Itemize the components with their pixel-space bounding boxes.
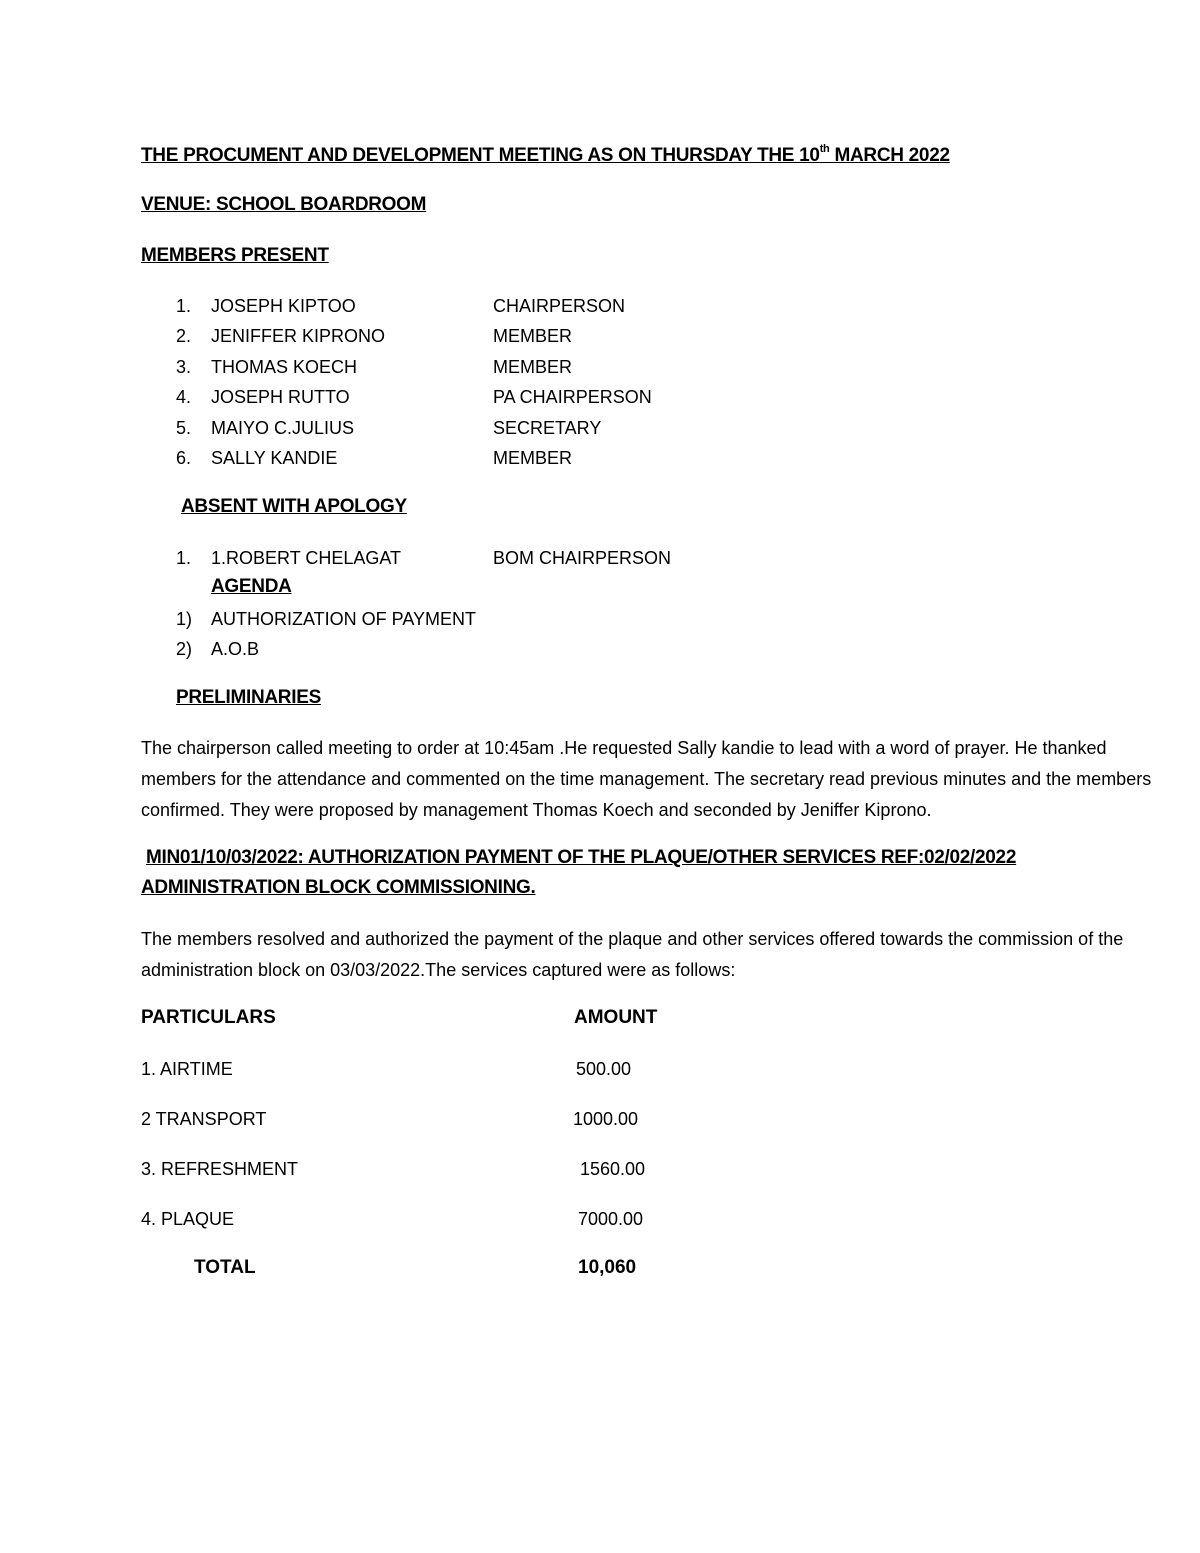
member-role: PA CHAIRPERSON <box>493 387 652 407</box>
table-cell-amount: 1560.00 <box>580 1159 646 1179</box>
list-number: 1) <box>176 609 193 629</box>
table-header-amount: AMOUNT <box>574 1007 658 1028</box>
member-name: JENIFFER KIPRONO <box>211 326 386 346</box>
title-suffix: MARCH 2022 <box>829 145 950 166</box>
preliminaries-heading: PRELIMINARIES <box>176 687 321 708</box>
list-number: 4. <box>176 387 192 407</box>
table-total-value: 10,060 <box>578 1257 637 1278</box>
list-number: 1. <box>176 548 192 568</box>
members-present-heading: MEMBERS PRESENT <box>141 245 329 266</box>
title-text: THE PROCUMENT AND DEVELOPMENT MEETING AS ON THURSDAY THE 10 <box>141 145 820 166</box>
member-name: MAIYO C.JULIUS <box>211 418 355 438</box>
table-cell-amount: 500.00 <box>576 1059 632 1079</box>
venue-heading: VENUE: SCHOOL BOARDROOM <box>141 194 427 215</box>
member-role: CHAIRPERSON <box>493 296 626 316</box>
list-number: 2. <box>176 326 192 346</box>
member-name: SALLY KANDIE <box>211 448 338 468</box>
page-title <box>141 142 950 167</box>
table-cell-particular: 3. REFRESHMENT <box>141 1159 299 1179</box>
list-number: 2) <box>176 639 193 659</box>
member-name: JOSEPH KIPTOO <box>211 296 356 316</box>
member-role: MEMBER <box>493 326 573 346</box>
table-cell-amount: 1000.00 <box>573 1109 639 1129</box>
table-total-label: TOTAL <box>194 1257 256 1278</box>
table-cell-amount: 7000.00 <box>578 1209 644 1229</box>
agenda-item: A.O.B <box>211 639 260 659</box>
member-name: JOSEPH RUTTO <box>211 387 350 407</box>
table-header-particulars: PARTICULARS <box>141 1007 276 1028</box>
list-number: 1. <box>176 296 192 316</box>
member-name: THOMAS KOECH <box>211 357 358 377</box>
minute-heading-line1: MIN01/10/03/2022: AUTHORIZATION PAYMENT OF THE PLAQUE/OTHER SERVICES REF:02/02/2022 <box>146 847 1017 868</box>
list-number: 6. <box>176 448 192 468</box>
list-number: 3. <box>176 357 192 377</box>
minute-paragraph: The members resolved and authorized the payment of the plaque and other services offered towards the commission of the administration block on 03/03/2022.The services captured were as follows: <box>141 929 1124 980</box>
absent-name: 1.ROBERT CHELAGAT <box>211 548 402 568</box>
member-role: MEMBER <box>493 448 573 468</box>
agenda-heading: AGENDA <box>211 576 292 597</box>
table-cell-particular: 1. AIRTIME <box>141 1059 233 1079</box>
absent-heading: ABSENT WITH APOLOGY <box>181 496 407 517</box>
absent-role: BOM CHAIRPERSON <box>493 548 672 568</box>
list-number: 5. <box>176 418 192 438</box>
table-cell-particular: 2 TRANSPORT <box>141 1109 267 1129</box>
member-role: MEMBER <box>493 357 573 377</box>
agenda-item: AUTHORIZATION OF PAYMENT <box>211 609 476 629</box>
table-cell-particular: 4. PLAQUE <box>141 1209 235 1229</box>
minute-heading-line2: ADMINISTRATION BLOCK COMMISSIONING. <box>141 877 536 898</box>
preliminaries-paragraph: The chairperson called meeting to order at 10:45am .He requested Sally kandie to lead with a word of prayer. He thanked members for the attendance and commented on the time management. The secretary read previous minutes and the members confirmed. They were proposed by management Thomas Koech and seconded by Jeniffer Kiprono. <box>141 738 1152 820</box>
member-role: SECRETARY <box>493 418 602 438</box>
title-superscript: th <box>819 142 830 155</box>
